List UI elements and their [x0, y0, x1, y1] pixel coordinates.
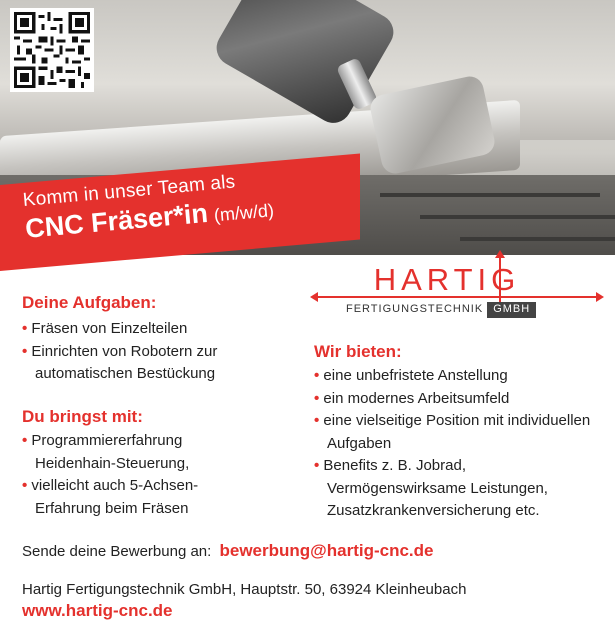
list-item: • eine vielseitige Position mit individuellen Aufgaben — [314, 410, 604, 455]
logo-name: HARTIG — [373, 262, 521, 297]
tasks-list — [22, 318, 292, 386]
company-address: Hartig Fertigungstechnik GmbH, Hauptstr. 50, 63924 Kleinheubach — [22, 581, 467, 598]
apply-email-link[interactable]: bewerbung@hartig-cnc.de — [219, 541, 434, 560]
arrow-right-icon — [596, 292, 604, 302]
list-item: • ein modernes Arbeitsumfeld — [314, 388, 604, 411]
logo-subtitle — [342, 302, 536, 318]
list-item: • eine unbefristete Anstellung — [314, 365, 604, 388]
qr-code-icon[interactable] — [10, 8, 94, 92]
tasks-heading: Deine Aufgaben: — [22, 293, 157, 312]
offers-list — [314, 365, 604, 523]
apply-label: Sende deine Bewerbung an: — [22, 543, 212, 560]
offers-heading: Wir bieten: — [314, 342, 402, 361]
list-item: • Benefits z. B. Jobrad, Vermögenswirksame Leistungen, Zusatzkrankenversicherung etc. — [314, 455, 604, 523]
list-item: • Programmiererfahrung Heidenhain-Steuerung, — [22, 430, 252, 475]
apply-line — [22, 541, 434, 561]
logo-sub-right: GMBH — [487, 302, 536, 318]
requirements-heading: Du bringst mit: — [22, 407, 143, 426]
list-item: • vielleicht auch 5-Achsen-Erfahrung beim Fräsen — [22, 475, 252, 520]
website-link[interactable]: www.hartig-cnc.de — [22, 601, 173, 620]
banner-intro: Komm in unser Team als — [22, 171, 237, 211]
gender-note: (m/w/d) — [213, 200, 275, 226]
arrow-left-icon — [310, 292, 318, 302]
list-item: • Einrichten von Robotern zur automatischen Bestückung — [22, 341, 292, 386]
requirements-list — [22, 430, 252, 520]
company-logo — [312, 262, 602, 322]
arrow-up-icon — [495, 250, 505, 258]
job-title-text: CNC Fräser*in — [24, 197, 210, 244]
logo-sub-left: FERTIGUNGSTECHNIK — [346, 303, 484, 315]
list-item: • Fräsen von Einzelteilen — [22, 318, 292, 341]
